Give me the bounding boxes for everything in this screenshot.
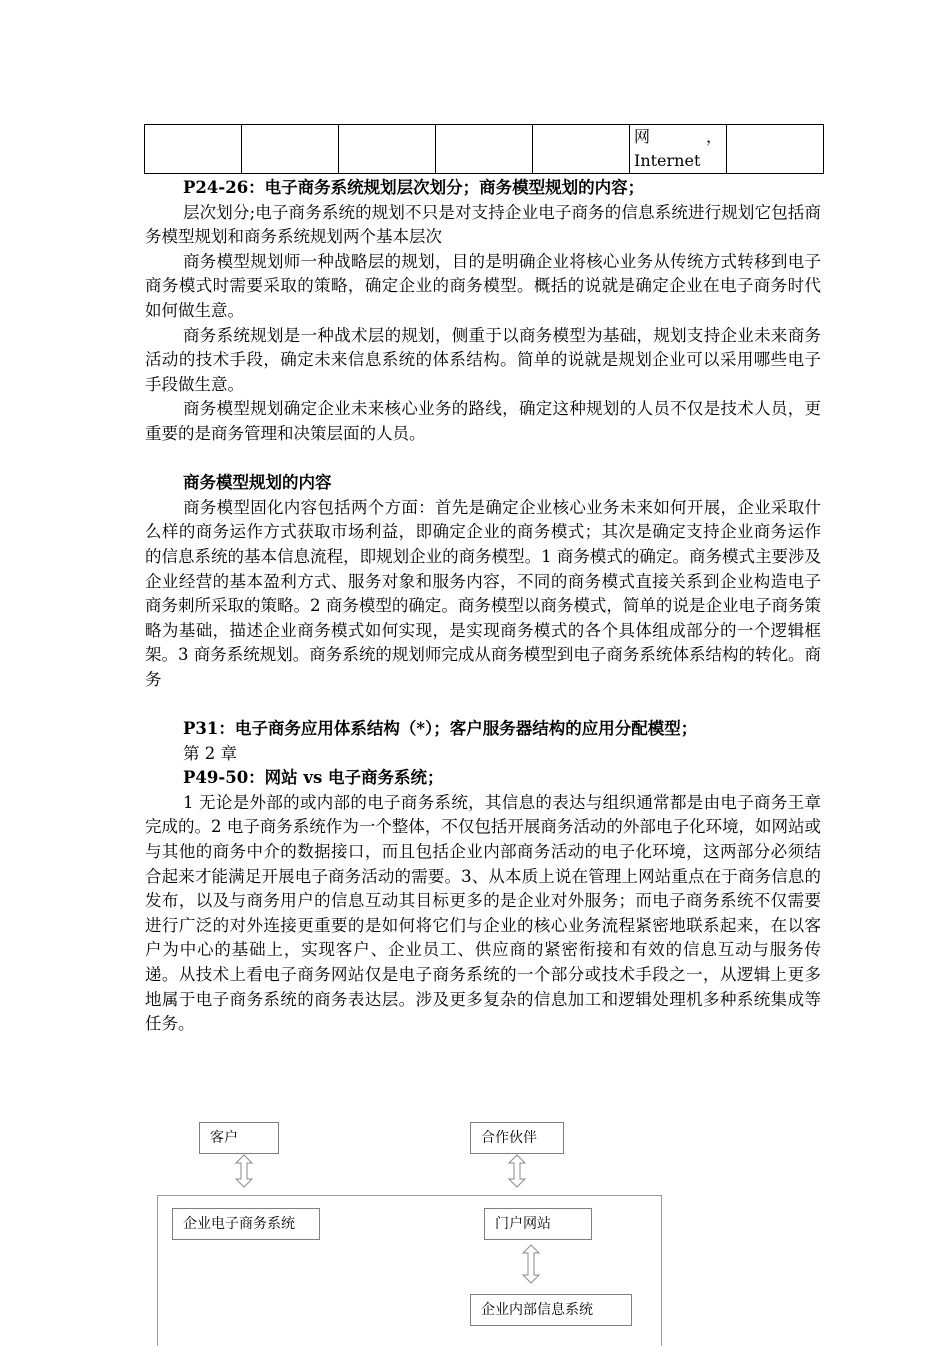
paragraph: 商务模型规划师一种战略层的规划，目的是明确企业将核心业务从传统方式转移到电子商务模式时需要采取的策略，确定企业的商务模型。概括的说就是确定企业在电子商务时代如何做生意。 [145, 251, 821, 320]
section-heading: 商务模型规划的内容 [183, 473, 332, 493]
table-fragment [144, 124, 824, 174]
table-cell [145, 125, 242, 174]
paragraph: 1 无论是外部的或内部的电子商务系统，其信息的表达与组织通常都是由电子商务王章完成的。2 电子商务系统作为一个整体，不仅包括开展商务活动的外部电子化环境，如网站或与其他的商务中介的数据接口，而且包括企业内部商务活动的电子化环境，这两部分必须结合起来才能满足开展电子商务活动的需要。3、从本质上说在管理上网站重点在于商务信息的发布，以及与商务用户的信息互动其目标更多的是企业对外服务；而电子商务系统不仅需要进行广泛的对外连接更重要的是如何将它们与企业的核心业务流程紧密地联系起来，在以客户为中心的基础上，实现客户、企业员工、供应商的紧密衔接和有效的信息互动与服务传递。从技术上看电子商务网站仅是电子商务系统的一个部分或技术手段之一，从逻辑上更多地属于电子商务系统的商务表达层。涉及更多复杂的信息加工和逻辑处理机多种系统集成等任务。 [145, 792, 821, 1034]
diagram-box-customer: 客户 [199, 1122, 279, 1154]
table-cell-text: 网， Internet [634, 127, 722, 170]
double-arrow-icon [234, 1154, 254, 1188]
paragraph: 商务模型规划确定企业未来核心业务的路线，确定这种规划的人员不仅是技术人员，更重要的是商务管理和决策层面的人员。 [145, 399, 821, 443]
section-heading: P24-26：电子商务系统规划层次划分；商务模型规划的内容； [183, 178, 645, 197]
diagram-box-enterprise-ec-system: 企业电子商务系统 [172, 1208, 320, 1240]
document-body [145, 176, 821, 1037]
table-row [145, 125, 824, 174]
paragraph: 商务系统规划是一种战术层的规划，侧重于以商务模型为基础，规划支持企业未来商务活动的技术手段，确定未来信息系统的体系结构。简单的说就是规划企业可以采用哪些电子手段做生意。 [145, 325, 821, 394]
section-heading: P31：电子商务应用体系结构（*）；客户服务器结构的应用分配模型； [183, 719, 698, 739]
diagram-box-portal: 门户网站 [484, 1208, 592, 1240]
diagram-box-internal-info-system: 企业内部信息系统 [470, 1294, 632, 1326]
double-arrow-icon [507, 1154, 527, 1188]
table-cell [533, 125, 630, 174]
blank-line [145, 692, 821, 717]
table-cell [436, 125, 533, 174]
diagram-box-partner: 合作伙伴 [470, 1122, 564, 1154]
table-cell [727, 125, 824, 174]
table-cell [242, 125, 339, 174]
section-heading: P49-50：网站 vs 电子商务系统； [183, 768, 444, 788]
double-arrow-icon [521, 1244, 541, 1284]
paragraph: 层次划分;电子商务系统的规划不只是对支持企业电子商务的信息系统进行规划它包括商务模型规划和商务系统规划两个基本层次 [145, 202, 821, 247]
chapter-label: 第 2 章 [183, 743, 237, 763]
table-cell [630, 125, 727, 174]
blank-line [145, 447, 821, 472]
paragraph: 商务模型固化内容包括两个方面：首先是确定企业核心业务未来如何开展，企业采取什么样的商务运作方式获取市场利益，即确定企业的商务模式；其次是确定支持企业商务运作的信息系统的基本信息流程，即规划企业的商务模型。1 商务模式的确定。商务模式主要涉及企业经营的基本盈利方式、服务对象和服务内容，不同的商务模式直接关系到企业构造电子商务刺所采取的策略。2 商务模型的确定。商务模型以商务模式，简单的说是企业电子商务策略为基础，描述企业商务模式如何实现，是实现商务模式的各个具体组成部分的一个逻辑框架。3 商务系统规划。商务系统的规划师完成从商务模型到电子商务系统体系结构的转化。商务 [145, 497, 821, 689]
table-cell [339, 125, 436, 174]
